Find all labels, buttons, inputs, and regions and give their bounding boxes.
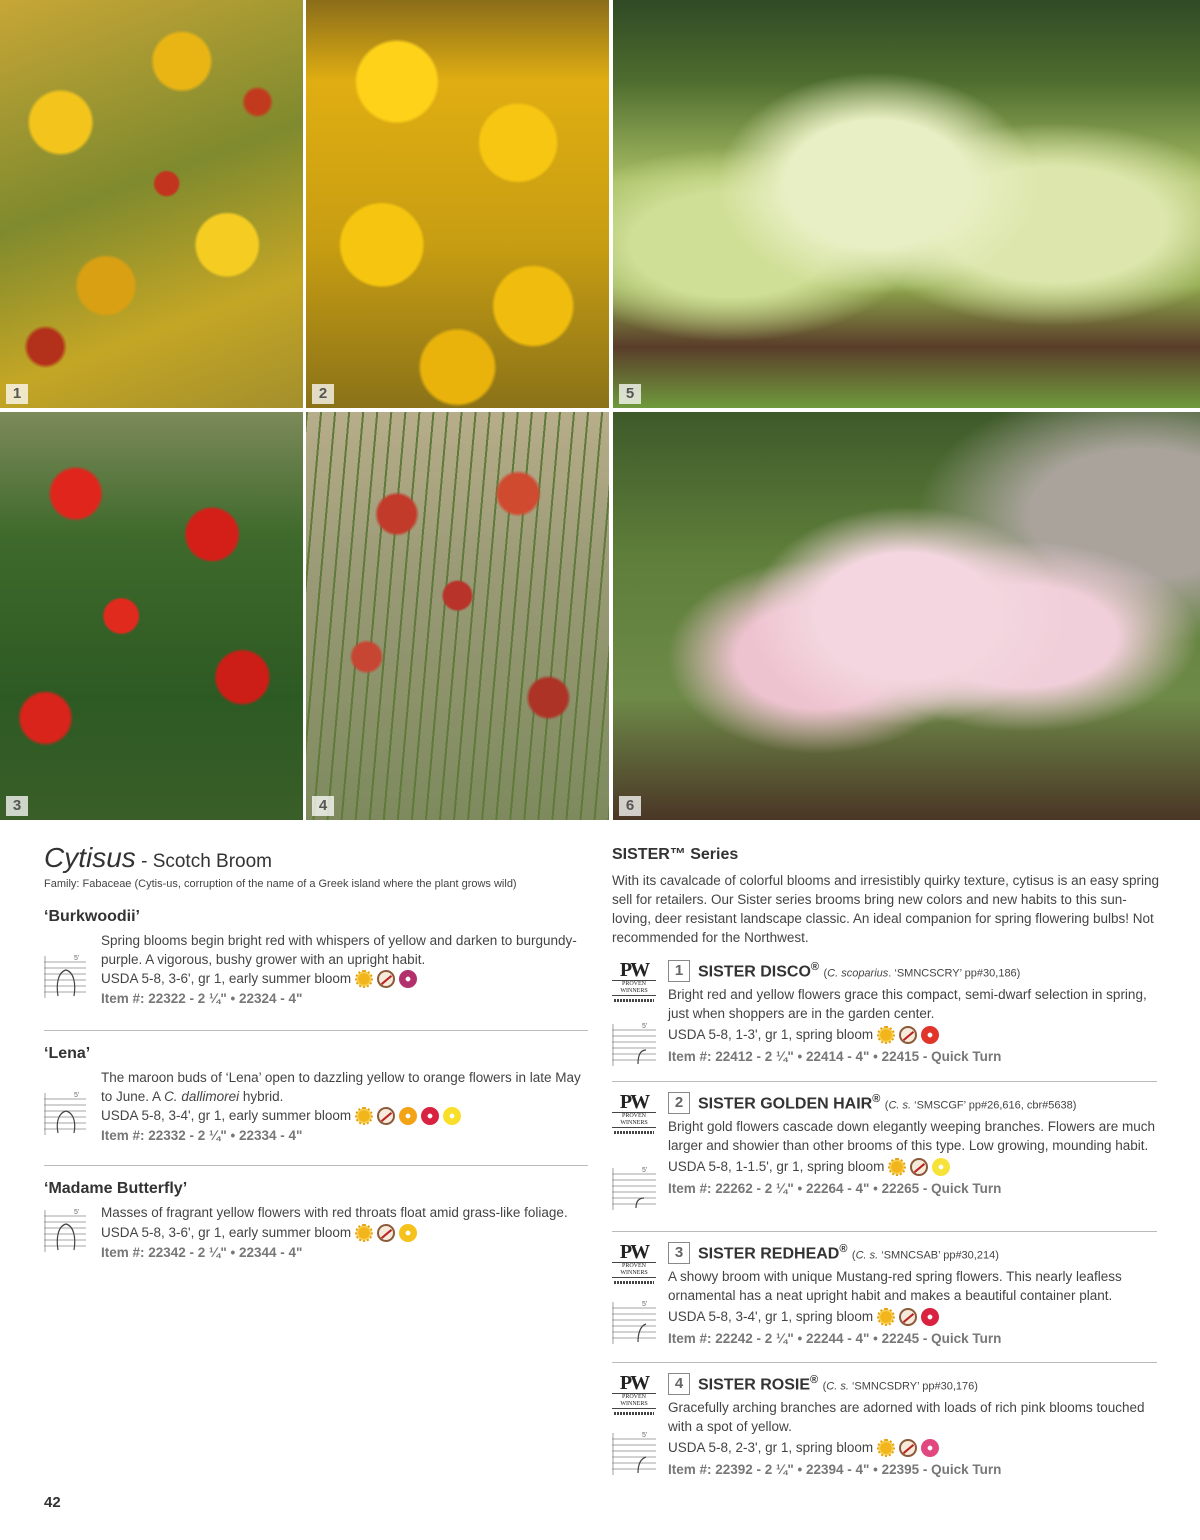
compact-habit-icon (612, 1022, 656, 1066)
family-line: Family: Fabaceae (Cytis-us, corruption of the name of a Greek island where the plant grows wild) (44, 878, 517, 890)
deer-resistant-icon (377, 1224, 395, 1242)
divider (44, 1030, 588, 1031)
full-sun-icon (877, 1308, 895, 1326)
variety-title: SISTER DISCO® (C. scoparius. ‘SMNCSCRY’ pp#30,186) (698, 960, 1021, 981)
variety-sister-disco (612, 960, 1157, 1072)
usda-zone-text: USDA 5-8, 2-3', gr 1, spring bloom (668, 1440, 874, 1455)
variety-specs (668, 1306, 1158, 1328)
photo-4 (306, 412, 609, 820)
upright-habit-icon (44, 954, 86, 998)
svg-text:5': 5' (642, 1167, 648, 1174)
variety-sister-rosie (612, 1373, 1157, 1485)
variety-sister-golden-hair (612, 1092, 1157, 1224)
variety-madame-butterfly (44, 1180, 588, 1263)
variety-description: Spring blooms begin bright red with whispers of yellow and darken to burgundy-purple. A vigorous, bushy grower with an upright habit. (101, 933, 577, 967)
svg-text:5': 5' (642, 1023, 648, 1030)
photo-6 (613, 412, 1200, 820)
usda-zone-text: USDA 5-8, 3-4', gr 1, spring bloom (668, 1309, 874, 1324)
upright-habit-icon (44, 1208, 86, 1252)
genus-heading (44, 842, 272, 874)
variety-name: SISTER GOLDEN HAIR (698, 1095, 873, 1113)
flower-color-icon (921, 1439, 939, 1457)
upright-habit-icon (612, 1300, 656, 1344)
variety-name: SISTER REDHEAD (698, 1245, 840, 1263)
flower-color-icon (932, 1158, 950, 1176)
variety-name: SISTER DISCO (698, 963, 811, 981)
variety-specs (668, 1024, 1158, 1046)
divider (612, 1362, 1157, 1363)
photo-ref-badge: 3 (668, 1242, 690, 1264)
variety-name: ‘Lena’ (44, 1045, 91, 1062)
flower-color-icon (399, 1107, 417, 1125)
page-number: 42 (44, 1494, 61, 1511)
arching-habit-icon (612, 1431, 656, 1475)
variety-description: Bright red and yellow flowers grace this compact, semi-dwarf selection in spring, just when shoppers are in the garden center. (668, 987, 1147, 1021)
full-sun-icon (355, 970, 373, 988)
svg-text:5': 5' (642, 1432, 648, 1439)
full-sun-icon (355, 1224, 373, 1242)
full-sun-icon (355, 1107, 373, 1125)
photo-number: 6 (619, 796, 641, 816)
photo-ref-badge: 2 (668, 1092, 690, 1114)
flower-color-icon (921, 1308, 939, 1326)
variety-title: SISTER GOLDEN HAIR® (C. s. ‘SMSCGF’ pp#26,616, cbr#5638) (698, 1092, 1077, 1113)
habit-height-label: 5' (74, 955, 80, 962)
photo-number: 2 (312, 384, 334, 404)
full-sun-icon (877, 1439, 895, 1457)
flower-color-icon (921, 1026, 939, 1044)
item-numbers: Item #: 22412 - 2 ¼" • 22414 - 4" • 22415 - Quick Turn (668, 1049, 1002, 1064)
deer-resistant-icon (910, 1158, 928, 1176)
photo-1 (0, 0, 303, 408)
variety-specs (668, 1437, 1158, 1459)
usda-zone-text: USDA 5-8, 3-6', gr 1, early summer bloom (101, 971, 352, 986)
deer-resistant-icon (377, 1107, 395, 1125)
variety-description: Bright gold flowers cascade down elegantly weeping branches. Flowers are much larger and showier than other brooms of this type. Low growing, mounding habit. (668, 1119, 1156, 1153)
proven-winners-logo: PW PROVEN WINNERS (612, 1092, 656, 1134)
photo-2 (306, 0, 609, 408)
series-title: SISTER™ Series (612, 846, 739, 863)
item-numbers: Item #: 22262 - 2 ¼" • 22264 - 4" • 22265 - Quick Turn (668, 1181, 1002, 1196)
svg-text:5': 5' (642, 1301, 648, 1308)
variety-description: Gracefully arching branches are adorned with loads of rich pink blooms touched with a spot of yellow. (668, 1400, 1145, 1434)
photo-number: 5 (619, 384, 641, 404)
usda-zone-text: USDA 5-8, 3-6', gr 1, early summer bloom (101, 1224, 352, 1240)
variety-name: ‘Madame Butterfly’ (44, 1180, 188, 1197)
variety-specs (101, 1223, 588, 1243)
variety-description: Masses of fragrant yellow flowers with red throats float amid grass-like foliage. (101, 1205, 568, 1220)
variety-specs (101, 969, 588, 989)
usda-zone-text: USDA 5-8, 3-4', gr 1, early summer bloom (101, 1108, 352, 1123)
habit-height-label: 5' (74, 1209, 80, 1216)
variety-lena (44, 1045, 588, 1146)
photo-number: 1 (6, 384, 28, 404)
habit-height-label: 5' (74, 1092, 80, 1099)
flower-color-icon (443, 1107, 461, 1125)
deer-resistant-icon (377, 970, 395, 988)
genus-separator: - (135, 851, 153, 872)
variety-description: A showy broom with unique Mustang-red spring flowers. This nearly leafless ornamental has a neat upright habit and makes a beautiful container plant. (668, 1269, 1122, 1303)
variety-specs (101, 1106, 588, 1126)
flower-color-icon (399, 1224, 417, 1242)
item-numbers: Item #: 22322 - 2 ¼" • 22324 - 4" (101, 991, 303, 1006)
flower-color-icon (421, 1107, 439, 1125)
variety-description: The maroon buds of ‘Lena’ open to dazzling yellow to orange flowers in late May to June. A C. dallimorei hybrid. (101, 1070, 581, 1104)
proven-winners-logo: PW PROVEN WINNERS (612, 960, 656, 1002)
variety-burkwoodii (44, 908, 588, 1009)
item-numbers: Item #: 22332 - 2 ¼" • 22334 - 4" (101, 1128, 303, 1143)
divider (612, 1231, 1157, 1232)
photo-3 (0, 412, 303, 820)
item-numbers: Item #: 22242 - 2 ¼" • 22244 - 4" • 22245 - Quick Turn (668, 1331, 1002, 1346)
usda-zone-text: USDA 5-8, 1-3', gr 1, spring bloom (668, 1027, 874, 1042)
photo-ref-badge: 1 (668, 960, 690, 982)
photo-number: 4 (312, 796, 334, 816)
mounding-habit-icon (44, 1091, 86, 1135)
variety-sister-redhead (612, 1242, 1157, 1354)
mounding-habit-icon (612, 1166, 656, 1210)
flower-color-icon (399, 970, 417, 988)
variety-title: SISTER ROSIE® (C. s. ‘SMNCSDRY’ pp#30,176) (698, 1373, 978, 1394)
variety-title: SISTER REDHEAD® (C. s. ‘SMNCSAB’ pp#30,214) (698, 1242, 999, 1263)
divider (612, 1081, 1157, 1082)
divider (44, 1165, 588, 1166)
deer-resistant-icon (899, 1308, 917, 1326)
photo-5 (613, 0, 1200, 408)
variety-name: ‘Burkwoodii’ (44, 908, 140, 925)
genus-name: Cytisus (44, 842, 136, 873)
variety-specs (668, 1156, 1158, 1178)
full-sun-icon (877, 1026, 895, 1044)
deer-resistant-icon (899, 1439, 917, 1457)
photo-number: 3 (6, 796, 28, 816)
genus-common-name: Scotch Broom (152, 851, 273, 872)
item-numbers: Item #: 22342 - 2 ¼" • 22344 - 4" (101, 1244, 303, 1260)
proven-winners-logo: PW PROVEN WINNERS (612, 1373, 656, 1415)
full-sun-icon (888, 1158, 906, 1176)
photo-ref-badge: 4 (668, 1373, 690, 1395)
variety-name: SISTER ROSIE (698, 1376, 811, 1394)
series-description: With its cavalcade of colorful blooms and irresistibly quirky texture, cytisus is an easy spring sell for retailers. Our Sister series brooms bring new colors and new habits to this sun-loving, deer resistant landscape classic. An ideal companion for spring flowering bulbs! Not recommended for the Northwest. (612, 873, 1159, 945)
deer-resistant-icon (899, 1026, 917, 1044)
usda-zone-text: USDA 5-8, 1-1.5', gr 1, spring bloom (668, 1159, 885, 1174)
proven-winners-logo: PW PROVEN WINNERS (612, 1242, 656, 1284)
item-numbers: Item #: 22392 - 2 ¼" • 22394 - 4" • 22395 - Quick Turn (668, 1462, 1002, 1477)
